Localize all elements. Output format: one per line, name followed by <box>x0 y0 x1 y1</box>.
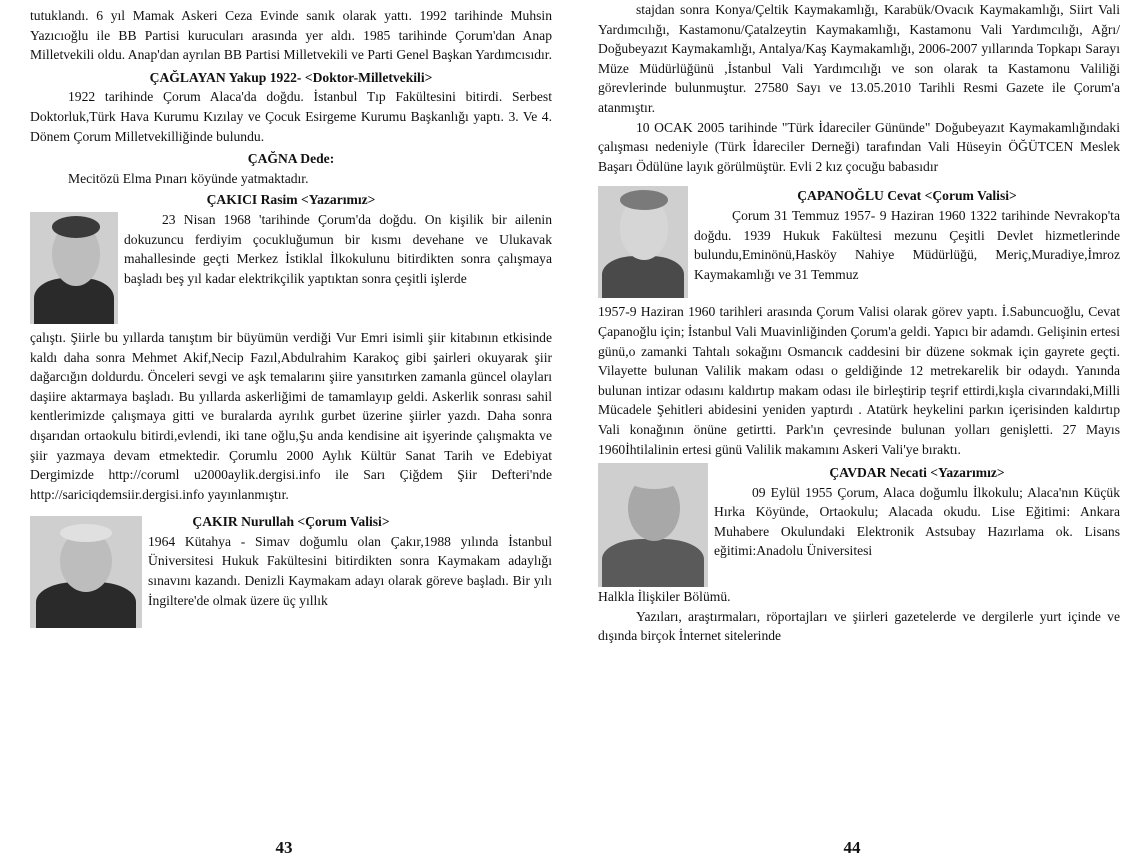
caglayan-heading: ÇAĞLAYAN Yakup 1922- <Doktor-Milletvekili> <box>149 69 433 85</box>
cakir-portrait <box>30 516 142 628</box>
cakici-text-1: 23 Nisan 1968 'tarihinde Çorum'da doğdu. On kişilik bir ailenin dokuzuncu ferdiyim çocukluğumun bir kısmı devehane ve Ulukavak mahallesinde geçti Merkez İstiklal İlkokulunu bitirdikten sonra çalışmaya başladı beş yıl kadar elektrikçilik yaptıktan sonra çeşitli işlerde <box>124 211 552 286</box>
right-intro-text: stajdan sonra Konya/Çeltik Kaymakamlığı, Karabük/Ovacık Kaymakamlığı, Siirt Vali Yardımcılığı, Kastamonu/Çatalzeytin Kaymakamlığı, Kastamonu Vali Yardımcılığı, Ağrı/ Doğubeyazıt Kaymakamlığı, Antalya/Kaş Kaymakamlığı, 2006-2007 yıllarında Topkapı Sarayı Müze Müdürlüğünü ,İstanbul Vali Yardımcılığı ve son olarak ta Kastamonu Valiliği görevlerinde bulunmuştur. 27580 Sayı ve 13.05.2010 Tarihli Resmi Gazete ile Çorum'a atanmıştır. <box>598 2 1120 115</box>
cavdar-text-1: 09 Eylül 1955 Çorum, Alaca doğumlu İlkokulu; Alaca'nın Küçük Hırka Köyünde, Ortaokulu; Alacada okudu. Lise Eğitimi: Ankara Muhabere Okulundaki Elektronik Astsubay Hazırlama ok. Lisans eğitimi:Anadolu Üniversitesi <box>714 484 1120 559</box>
capanoglu-text-2: 1957-9 Haziran 1960 tarihleri arasında Çorum Valisi olarak görev yaptı. İ.Sabuncuoğlu, Cevat Çapanoğlu için; İstanbul Vali Muavinliğinden Çorum'a geldi. Yapıcı bir adamdı. Gelişinin ertesi günü,o zamanki Tahtalı sokağını Osmancık caddesini bir düzene sokmak için gayrete geçti. Vilayette bulunan Valilik makam odası o geldiğinde 12 metrekarelik bir odaydı. Yanında bulunan intizar odasını kaldırtıp makam odası ile birleştirip teşrif ettirdi,kışla civarındaki,Milli Mücadele Şehitleri abidesini yeniden yaptırdı . Atatürk heykelini parkın içerisinden kaldırtıp Vali konağının önüne getirtti. Park'ın çevresinde bulunan yolları genişletti. 27 Mayıs 1960İhtilalinin ertesi günü Valilik makamını Askeri Vali'ye bıraktı. <box>598 304 1120 457</box>
page-number-right: 44 <box>843 838 861 857</box>
cakir-heading: ÇAKIR Nurullah <Çorum Valisi> <box>192 514 390 530</box>
cagna-text: Mecitözü Elma Pınarı köyünde yatmaktadır. <box>68 170 309 186</box>
right-page <box>568 0 1136 864</box>
cavdar-heading: ÇAVDAR Necati <Yazarımız> <box>829 465 1005 481</box>
cakici-text-2: çalıştı. Şiirle bu yıllarda tanıştım bir büyümün verdiği Vur Emri isimli şiir kitabının etkisinde kaldı daha sonra Mehmet Akif,Necip Fazıl,Abdulrahim Karakoç gibi şairleri okuyarak şiir dağarcığın doldurdu. Önceleri sevgi ve aşk temalarını şiire yansıtırken zamanla güncel olayları daşiire aktarmaya başladı. Bu yıllarda askerliğimi de tamamlayıp geldi. Askerlik sonrası sahil kentlerimizde çalışmaya gitti ve buralarda ayrılık gurbet üzerine şiirler yazdı. Daha sonra dışarıdan ortaokulu bitirdi,evlendi, iki tane oğlu,Şu anda kendisine ait işyerinde çalışmakta ve şiir yazmaya devam etmektedir. Çorumlu 2000 Aylık Kültür Sanat Tarih ve Edebiyat Dergimizde http://coruml u2000aylik.dergisi.info ile Sarı Çiğdem Şiir Defteri'nde http://sariciqdemsiir.dergisi.info yayınlanmıştır. <box>30 329 552 502</box>
cavdar-portrait <box>598 463 708 587</box>
page-number-left: 43 <box>275 838 293 857</box>
left-intro-text: tutuklandı. 6 yıl Mamak Askeri Ceza Evinde sanık olarak yattı. 1992 tarihinde Muhsin Yazıcıoğlu ile BB Partisi kurucuları arasında yer aldı. 1985 tarihinde Çorum'dan Anap Milletvekili oldu. Anap'dan ayrılan BB Partisi Milletvekili ve Parti Genel Başkan Yardımcısıdır. <box>30 8 552 63</box>
cagna-heading: ÇAĞNA Dede: <box>247 151 335 167</box>
capanoglu-portrait <box>598 186 688 298</box>
caglayan-text: 1922 tarihinde Çorum Alaca'da doğdu. İstanbul Tıp Fakültesini bitirdi. Serbest Doktorluk,Türk Hava Kurumu Kızılay ve Çocuk Esirgeme Kurumu Başkanlığı yaptı. 3. Ve 4. Dönem Çorum Milletvekilliğinde bulundu. <box>30 89 552 144</box>
cavdar-text-3: Yazıları, araştırmaları, röportajları ve şiirleri gazetelerde ve dergilerle yurt içinde ve dışında birçok İnternet sitelerinde <box>598 608 1120 644</box>
cavdar-text-2: Halkla İlişkiler Bölümü. <box>598 589 731 605</box>
cakici-portrait <box>30 212 118 324</box>
capanoglu-heading: ÇAPANOĞLU Cevat <Çorum Valisi> <box>797 188 1017 204</box>
award-text: 10 OCAK 2005 tarihinde "Türk İdareciler Gününde" Doğubeyazıt Kaymakamlığındaki çalışması nedeniyle (Türk İdareciler Derneği) tarafından Vali Hüseyin ÖĞÜTCEN Meslek Başarı Ödülüne layık görülmüştür. Evli 2 kız çocuğu babasıdır <box>598 119 1120 174</box>
cakir-text: 1964 Kütahya - Simav doğumlu olan Çakır,1988 yılında İstanbul Üniversitesi Hukuk Fakültesini bitirdikten sonra Kaymakam adaylığı sınavını kazandı. Denizli Kaymakam adayı olarak göreve başladı. Bir yılı İngiltere'de olmak üzere üç yıllık <box>148 533 552 608</box>
cakici-heading: ÇAKICI Rasim <Yazarımız> <box>206 192 376 208</box>
capanoglu-text-1: Çorum 31 Temmuz 1957- 9 Haziran 1960 1322 tarihinde Nevrakop'ta doğdu. 1939 Hukuk Fakültesi mezunu Çeşitli Devlet hizmetlerinde bulundu,Eminönü,Hasköy Nahiye Müdürlüğü, Meriç,Muradiye,İmroz Kaymakamlığı ve 31 Temmuz <box>694 207 1120 282</box>
